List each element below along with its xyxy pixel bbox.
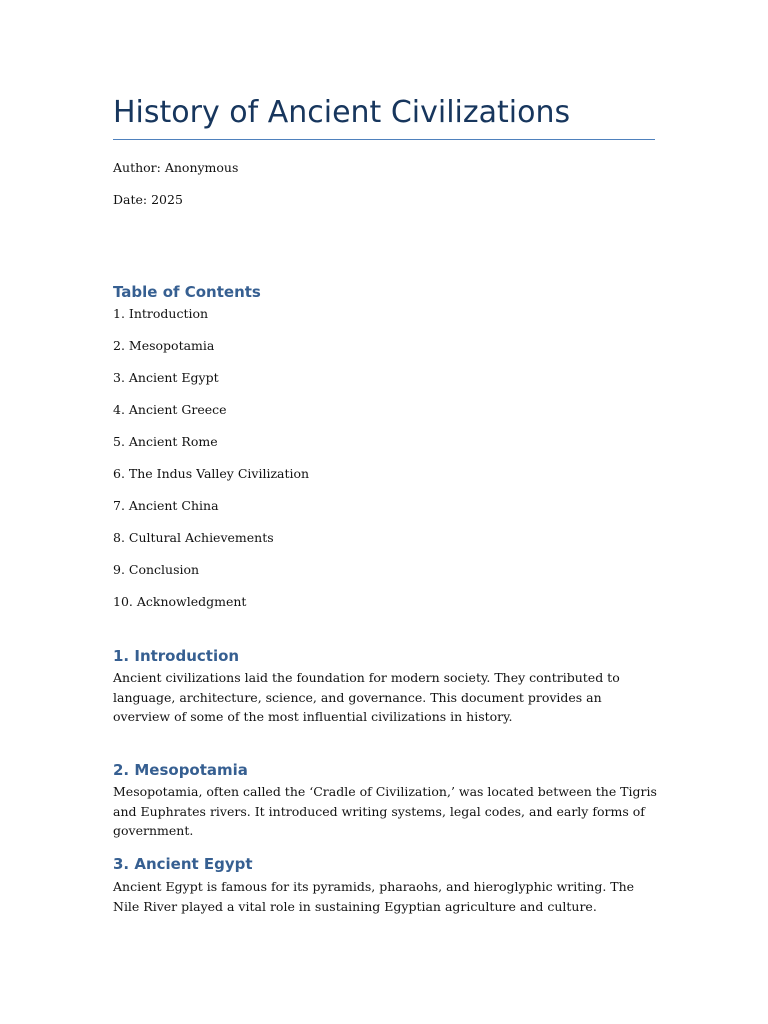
toc-item-acknowledgment: 10. Acknowledgment <box>113 594 247 609</box>
section-heading-ancient-egypt: 3. Ancient Egypt <box>113 855 253 873</box>
toc-item-introduction: 1. Introduction <box>113 306 209 321</box>
toc-item-indus-valley: 6. The Indus Valley Civilization <box>113 466 310 481</box>
toc-item-ancient-greece: 4. Ancient Greece <box>113 402 227 417</box>
section-heading-mesopotamia: 2. Mesopotamia <box>113 761 248 779</box>
toc-item-ancient-egypt: 3. Ancient Egypt <box>113 370 219 385</box>
section-heading-introduction: 1. Introduction <box>113 647 240 665</box>
toc-item-ancient-china: 7. Ancient China <box>113 498 219 513</box>
section-body-ancient-egypt: Ancient Egypt is famous for its pyramids, pharaohs, and hieroglyphic writing. The Nile River played a vital role in sustaining Egyptian agriculture and culture. <box>113 879 635 914</box>
document-title: History of Ancient Civilizations <box>113 95 571 130</box>
toc-item-ancient-rome: 5. Ancient Rome <box>113 434 218 449</box>
section-body-introduction: Ancient civilizations laid the foundation for modern society. They contributed to language, architecture, science, and governance. This document provides an overview of some of the most influential civilizations in history. <box>113 670 620 725</box>
toc-item-conclusion: 9. Conclusion <box>113 562 200 577</box>
date-line: Date: 2025 <box>113 192 183 207</box>
toc-item-mesopotamia: 2. Mesopotamia <box>113 338 215 353</box>
toc-heading: Table of Contents <box>113 283 261 301</box>
toc-item-cultural-achievements: 8. Cultural Achievements <box>113 530 274 545</box>
author-line: Author: Anonymous <box>113 160 239 175</box>
title-underline <box>113 139 655 140</box>
section-body-mesopotamia: Mesopotamia, often called the ‘Cradle of Civilization,’ was located between the Tigris and Euphrates rivers. It introduced writing systems, legal codes, and early forms of government. <box>113 784 657 839</box>
